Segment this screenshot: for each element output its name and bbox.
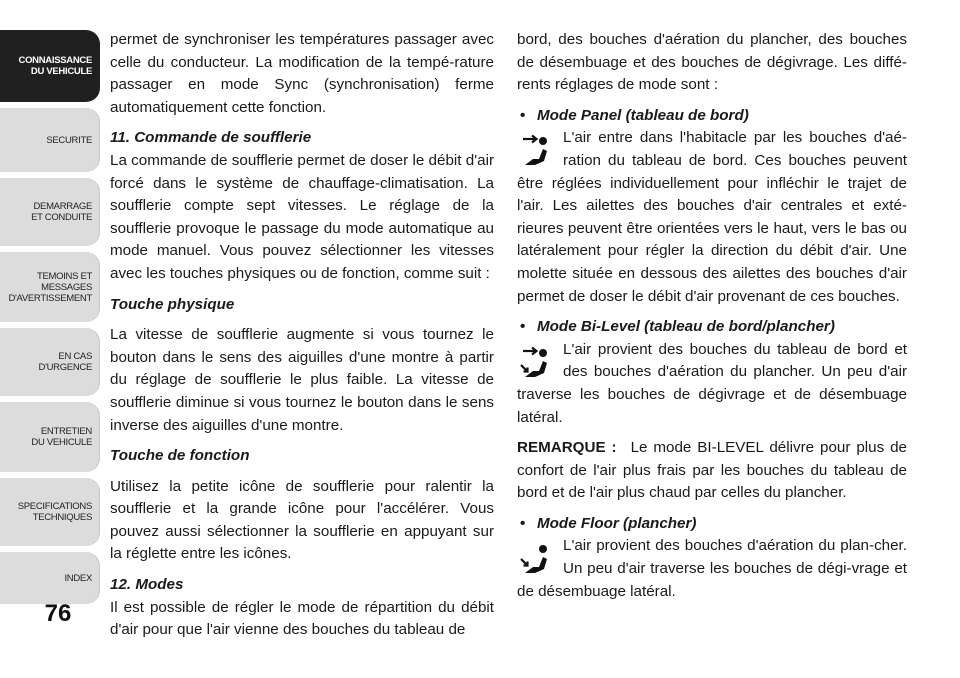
tab-label: ENTRETIEN DU VEHICULE — [31, 426, 92, 448]
tab-label: SPECIFICATIONS TECHNIQUES — [17, 501, 92, 523]
tab-label: CONNAISSANCE DU VEHICULE — [18, 55, 92, 77]
paragraph: permet de synchroniser les températures passager avec celle du conducteur. La modification de la tempé-rature passager en mode Sync (synchronisation) ferme automatiquement cette fonction. — [110, 31, 494, 116]
mode-panel-text: L'air entre dans l'habitacle par les bouches d'aé-ration du tableau de bord. Ces bouches peuvent être réglées individuellement pour infléchir le trajet de l'air. Les ailettes des bouches d'air centrales et exté-rieures peuvent être orientées vers le haut, vers le bas ou latéralement pour régler la direction du débit d'air. Une molette située en dessous des ailettes des bouches d'air permet de doser le débit d'air provenant de ces bouches. — [517, 129, 907, 305]
subheading: Touche de fonction — [110, 447, 250, 465]
paragraph: Il est possible de régler le mode de répartition du débit d'air pour que l'air vienne des bouches du tableau de — [110, 598, 494, 639]
left-column — [110, 29, 494, 650]
page-number: 76 — [44, 600, 72, 627]
paragraph: Utilisez la petite icône de soufflerie pour ralentir la soufflerie et la grande icône pour l'accélérer. Vous pouvez aussi sélectionner la soufflerie en appuyant sur la réglette entre les icônes. — [110, 477, 494, 563]
right-column — [517, 29, 907, 611]
mode-floor-paragraph — [517, 535, 907, 603]
bullet-heading: • Mode Bi-Level (tableau de bord/plancher) — [520, 318, 835, 336]
tab-en-cas-d-urgence[interactable] — [0, 328, 100, 396]
tab-label: SECURITE — [46, 134, 92, 146]
tab-demarrage-et-conduite[interactable] — [0, 178, 100, 246]
mode-floor-heading: Mode Floor (plancher) — [537, 514, 697, 532]
mode-floor-icon — [515, 537, 559, 579]
paragraph: La vitesse de soufflerie augmente si vous tournez le bouton dans le sens des aiguilles d'une montre à partir du réglage de soufflerie le plus faible. La vitesse de soufflerie diminue si vous tournez le bouton dans le sens inverse des aiguilles d'une montre. — [110, 326, 494, 434]
remark-label: REMARQUE : — [517, 439, 617, 457]
tab-label: EN CAS D'URGENCE — [38, 351, 92, 373]
tab-securite[interactable] — [0, 108, 100, 172]
section-sidebar — [0, 0, 104, 678]
mode-floor-text: L'air provient des bouches d'aération du plan-cher. Un peu d'air traverse les bouches de dégi-vrage et de désembuage latéral. — [517, 537, 907, 600]
mode-panel-heading: Mode Panel (tableau de bord) — [537, 106, 749, 124]
mode-bilevel-icon — [515, 341, 559, 383]
subheading: Touche physique — [110, 295, 235, 313]
remark-paragraph — [517, 437, 907, 505]
tab-entretien-du-vehicule[interactable] — [0, 402, 100, 472]
section-heading: 11. Commande de soufflerie — [110, 129, 312, 147]
tab-temoins-et-messages[interactable] — [0, 252, 100, 322]
mode-panel-icon — [515, 129, 559, 171]
bullet-heading: • Mode Floor (plancher) — [520, 514, 697, 532]
tab-label: INDEX — [64, 572, 92, 584]
remark-text: Le mode BI-LEVEL délivre pour plus de confort de l'air plus frais par les bouches du tableau de bord et de l'air plus chaud par celles du plancher. — [517, 439, 908, 502]
tab-label: TEMOINS ET MESSAGES D'AVERTISSEMENT — [8, 270, 92, 304]
tab-index[interactable] — [0, 552, 100, 604]
mode-panel-paragraph — [517, 127, 907, 308]
bullet-heading: • Mode Panel (tableau de bord) — [520, 106, 749, 124]
mode-bilevel-paragraph — [517, 339, 907, 429]
paragraph: bord, des bouches d'aération du plancher, des bouches de désembuage et des bouches de dégivrage. Les diffé-rents réglages de mode sont : — [517, 31, 907, 94]
section-heading: 12. Modes — [110, 576, 184, 594]
tab-connaissance-du-vehicule[interactable] — [0, 30, 100, 102]
tab-specifications-techniques[interactable] — [0, 478, 100, 546]
mode-bilevel-heading: Mode Bi-Level (tableau de bord/plancher) — [537, 318, 835, 336]
mode-bilevel-text: L'air provient des bouches du tableau de bord et des bouches d'aération du plancher. Un peu d'air traverse les bouches de dégivrage et de désembuage latéral. — [517, 340, 907, 426]
paragraph: La commande de soufflerie permet de doser le débit d'air forcé dans le système de chauffage-climatisation. La soufflerie compte sept vitesses. Le réglage de la soufflerie provoque le passage du mode automatique au mode manuel. Vous pouvez sélectionner les vitesses avec les touches physiques ou de fonction, comme suit : — [110, 151, 494, 282]
tab-label: DEMARRAGE ET CONDUITE — [31, 201, 92, 223]
